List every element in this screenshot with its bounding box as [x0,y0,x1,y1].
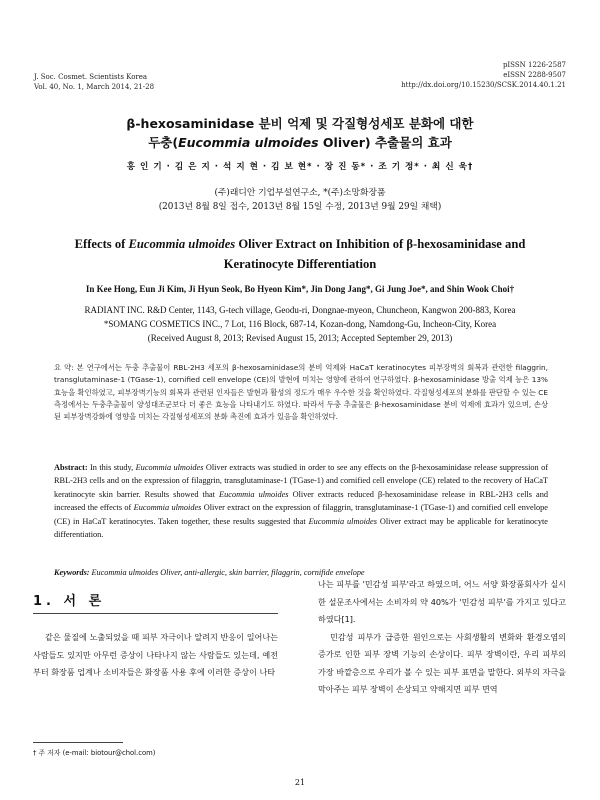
english-title-prefix: Effects of [74,237,129,251]
abstract-species-name: Eucommia ulmoides [135,463,204,472]
english-title-suffix: Oliver Extract on Inhibition of β-hexosaminidase and [235,237,526,251]
english-affiliation-line1: RADIANT INC. R&D Center, 1143, G-tech village, Geodu-ri, Dongnae-myeon, Chuncheon, Kangwon 200-883, Korea [84,305,516,315]
section-heading-introduction: 1. 서 론 [33,594,106,609]
korean-affiliation-line1: (주)래디안 기업부설연구소, *(주)소망화장품 [214,188,386,198]
english-affiliation-line2: *SOMANG COSMETICS INC., 7 Lot, 116 Block, 687-14, Kozan-dong, Namdong-Gu, Incheon-City, Korea [103,319,497,329]
abstract-species-name: Eucommia ulmoides [308,516,377,526]
body-column-right [318,576,566,699]
korean-title-species: Eucommia ulmoides [178,135,319,150]
abstract-text: Oliver extract may be applicable for keratinocyte differentiation. [54,516,548,540]
body-column-left: 같은 물질에 노출되었을 때 피부 자극이나 알려지 반응이 일어나는 사람들도 있지만 아무런 증상이 나타나지 않는 사람들도 있는데, 예전부터 화장품 업계나 소비자들은 화장품 사용 후에 이러한 증상이 나타 [33,632,278,677]
doi-link[interactable]: http://dx.doi.org/10.15230/SCSK.2014.40.1.21 [401,81,566,89]
english-authors: In Kee Hong, Eun Ji Kim, Ji Hyun Seok, Bo Hyeon Kim*, Jin Dong Jang*, Gi Jung Joe*, and Shin Wook Choi† [85,284,515,294]
section-divider [33,613,278,614]
keywords-label: Keywords: [54,568,90,577]
korean-title-suffix: Oliver) 추출물의 효과 [318,135,452,150]
footnote: † 주 저자 (e-mail: biotour@chol.com) [33,749,156,757]
abstract-text: Oliver extracts reduced β-hexosaminidase release in RBL-2H3 cells and increased the effects of [54,489,549,513]
journal-name: J. Soc. Cosmet. Scientists Korea [34,73,148,81]
keywords-list: Eucommia ulmoides Oliver, anti-allergic, skin barrier, filaggrin, cornifide envelope [89,568,365,577]
korean-authors: 홍 인 기 · 김 은 지 · 석 지 현 · 김 보 현* · 장 진 동* · 조 기 정* · 최 신 욱† [126,162,474,172]
english-affiliation [40,303,560,345]
english-title-line1 [50,234,550,254]
korean-title-line1: β-hexosaminidase 분비 억제 및 각질형성세포 분화에 대한 [126,116,474,131]
english-title-species: Eucommia ulmoides [128,237,236,251]
english-abstract [54,461,548,541]
english-received-dates: (Received August 8, 2013; Revised August 15, 2013; Accepted September 29, 2013) [147,333,453,343]
body-paragraph-1: 나는 피부를 '민감성 피부'라고 하였으며, 어느 서양 화장품회사가 실시한 설문조사에서는 소비자의 약 40%가 '민감성 피부'를 가지고 있다고 하였다[1]. [318,579,566,624]
korean-abstract: 요 약: 본 연구에서는 두충 추출물이 RBL-2H3 세포의 β-hexosaminidase의 분비 억제와 HaCaT keratinocytes 피부장벽의 회복과 관련한 filaggrin, transglutaminase-1 (TGase-1), cornified cell envelope (CE)의 발현에 미치는 영향에 관하여 연구하였다. β-hexosaminidase 방출 억제 능은 13% 효능을 확인하였고, 피부장벽기능의 회복과 관련된 인자들은 발현과 활성의 정도가 매우 우수한 것을 확인하였다. 각질형성세포의 분화를 판단할 수 있는 CE 측정에서는 두충추출물이 양성대조군보다 더 좋은 효능을 나타내기도 하였다. 따라서 두충 추출물은 β-hexosaminidase 분비 억제에 효과가 있으며, 손상된 피부장벽강화에 영향을 미치는 각질형성세포의 분화 촉진에 효과가 있음을 확인하였다. [54,363,548,422]
pissn: pISSN 1226-2587 [502,61,566,69]
abstract-body [54,463,548,539]
eissn: eISSN 2288-9507 [503,71,566,79]
journal-volume: Vol. 40, No. 1, March 2014, 21-28 [34,83,155,91]
korean-affiliation [40,186,560,214]
korean-title-line2 [60,133,540,152]
korean-received-dates: (2013년 8월 8일 접수, 2013년 8월 15일 수정, 2013년 9월 29일 채택) [158,202,442,212]
korean-title [60,114,540,152]
abstract-species-name: Eucommia ulmoides [219,489,289,499]
abstract-text: Oliver extracts was studied in order to see any effects on the β-hexosaminidase release suppression of RBL-2H3 cells and on the expression of filaggrin, transglutaminase-1 (TGase-1) and cornified cell envelope (CE) related to the recovery of HaCaT keratinocyte skin barrier. Results showed that [54,463,548,499]
journal-header [34,72,154,92]
body-paragraph-2: 민감성 피부가 급증한 원인으로는 사회생활의 변화와 환경오염의 증가로 인한 피부 장벽 기능의 손상이다. 피부 장벽이란, 우리 피부의 가장 바깥층으로 우리가 볼 수 있는 피부 표면을 말한다. 외부의 자극을 막아주는 피부 장벽이 손상되고 약해지면 피부 면역 [318,631,566,694]
abstract-text: Oliver extract on the expression of filaggrin, transglutaminase-1 (TGase-1) and cornified cell envelope (CE) in HaCaT keratinocytes. Taken together, these results suggested that [54,503,548,526]
abstract-text: In this study, [87,463,136,472]
english-title-line2: Keratinocyte Differentiation [223,257,377,271]
issn-header [401,60,566,90]
footnote-divider [33,742,123,743]
page-number: 21 [294,778,306,787]
english-title [50,234,550,274]
abstract-label: Abstract: [54,463,88,472]
korean-title-prefix: 두충( [148,135,179,150]
abstract-species-name: Eucommia ulmoides [133,503,202,513]
